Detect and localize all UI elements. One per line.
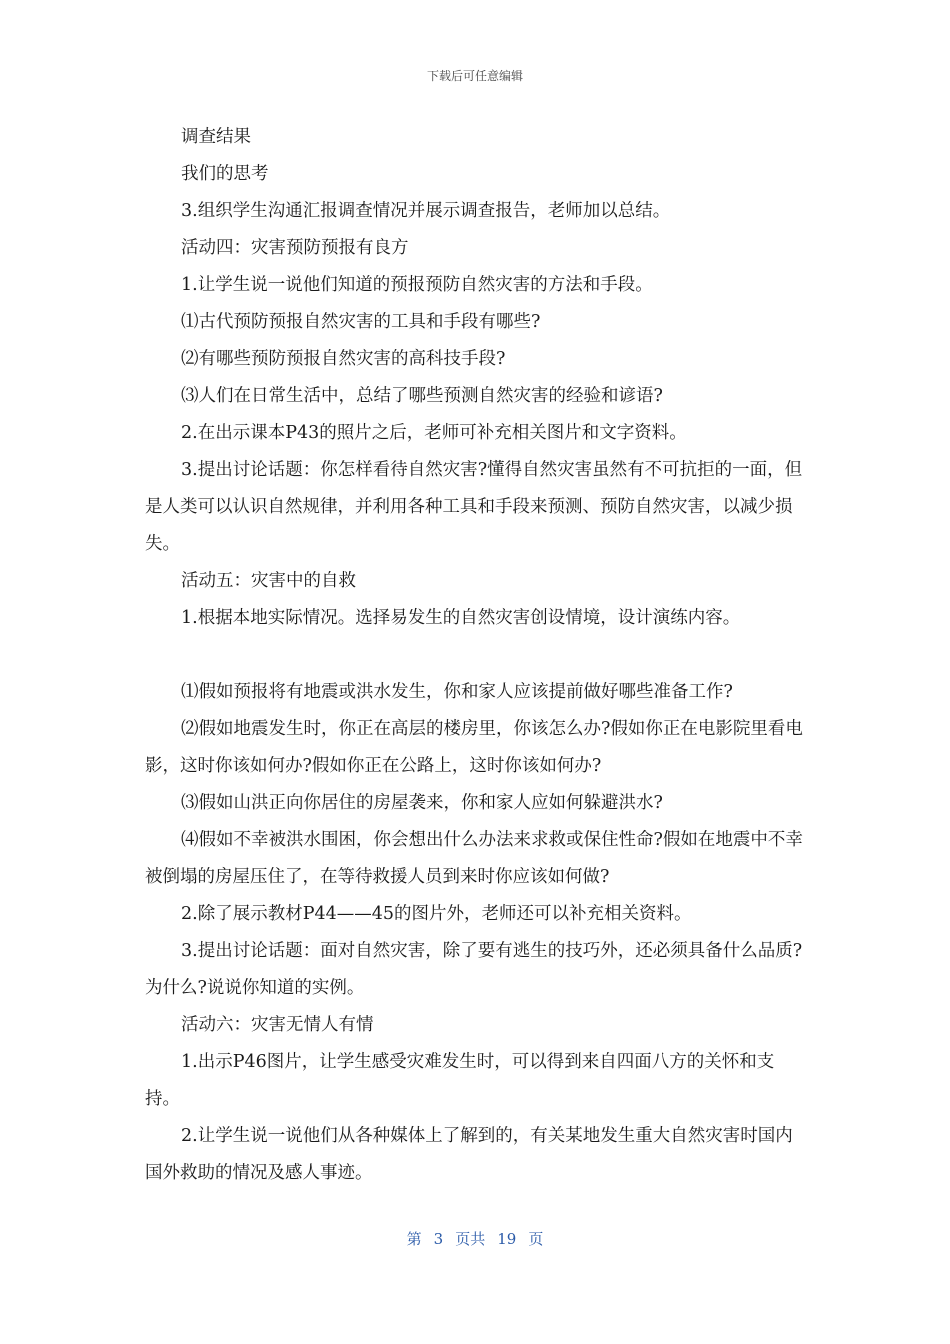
blank-line bbox=[145, 637, 805, 674]
page-header: 下载后可任意编辑 bbox=[426, 69, 523, 83]
paragraph: 3.提出讨论话题：面对自然灾害，除了要有逃生的技巧外，还必须具备什么品质?为什么?说说你知道的实例。 bbox=[145, 941, 803, 998]
paragraph: 2.让学生说一说他们从各种媒体上了解到的，有关某地发生重大自然灾害时国内国外救助的情况及感人事迹。 bbox=[145, 1126, 793, 1183]
paragraph: 2.除了展示教材P44——45的图片外，老师还可以补充相关资料。 bbox=[181, 904, 692, 924]
paragraph: ⑴古代预防预报自然灾害的工具和手段有哪些? bbox=[181, 312, 541, 332]
paragraph: 1.出示P46图片，让学生感受灾难发生时，可以得到来自四面八方的关怀和支持。 bbox=[145, 1052, 775, 1109]
paragraph: 1.让学生说一说他们知道的预报预防自然灾害的方法和手段。 bbox=[181, 275, 653, 295]
paragraph: ⑴假如预报将有地震或洪水发生，你和家人应该提前做好哪些准备工作? bbox=[181, 682, 733, 702]
paragraph: ⑵假如地震发生时，你正在高层的楼房里，你该怎么办?假如你正在电影院里看电影，这时你该如何办?假如你正在公路上，这时你该如何办? bbox=[145, 719, 803, 776]
footer-suffix: 页 bbox=[528, 1230, 544, 1248]
paragraph: ⑷假如不幸被洪水围困，你会想出什么办法来求救或保住性命?假如在地震中不幸被倒塌的房屋压住了，在等待救援人员到来时你应该如何做? bbox=[145, 830, 803, 887]
section-heading: 活动六：灾害无情人有情 bbox=[181, 1015, 374, 1035]
footer-middle: 页共 bbox=[455, 1230, 486, 1248]
paragraph: 3.提出讨论话题：你怎样看待自然灾害?懂得自然灾害虽然有不可抗拒的一面，但是人类可以认识自然规律，并利用各种工具和手段来预测、预防自然灾害，以减少损失。 bbox=[145, 460, 803, 554]
section-heading: 活动四：灾害预防预报有良方 bbox=[181, 238, 409, 258]
paragraph: 3.组织学生沟通汇报调查情况并展示调查报告，老师加以总结。 bbox=[181, 201, 671, 221]
paragraph: ⑶假如山洪正向你居住的房屋袭来，你和家人应如何躲避洪水? bbox=[181, 793, 663, 813]
footer-total-pages: 19 bbox=[497, 1230, 517, 1248]
paragraph: 2.在出示课本P43的照片之后，老师可补充相关图片和文字资料。 bbox=[181, 423, 687, 443]
paragraph: ⑶人们在日常生活中，总结了哪些预测自然灾害的经验和谚语? bbox=[181, 386, 663, 406]
paragraph: 调查结果 bbox=[181, 127, 251, 147]
section-heading: 活动五：灾害中的自救 bbox=[181, 571, 356, 591]
paragraph: 1.根据本地实际情况。选择易发生的自然灾害创设情境，设计演练内容。 bbox=[181, 608, 741, 628]
page-footer bbox=[0, 1228, 950, 1249]
document-body bbox=[145, 119, 805, 1192]
paragraph: 我们的思考 bbox=[181, 164, 269, 184]
footer-prefix: 第 bbox=[406, 1230, 422, 1248]
paragraph: ⑵有哪些预防预报自然灾害的高科技手段? bbox=[181, 349, 506, 369]
footer-page-number: 3 bbox=[433, 1230, 444, 1248]
